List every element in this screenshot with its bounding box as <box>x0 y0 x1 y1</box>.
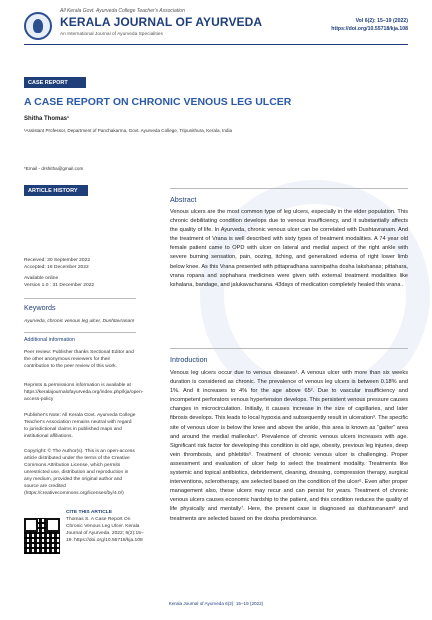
copyright-note: Copyright: © The Author(s). This is an open-access article distributed under the terms of the Creative Commons Attribution License, which permits unrestricted use, distribution and reproduction in any medium, provided the original author and source are credited (https://creativecommons.org/licenses/by/4.0/) <box>24 449 135 496</box>
volume-label: Vol 6(2): 15–19 (2022) <box>355 18 408 24</box>
keywords-heading: Keywords <box>24 303 56 312</box>
keywords-list: Ayurveda, chronic venous leg ulcer, Dushtavranam <box>24 319 135 324</box>
accepted-date: Accepted: 16 December 2022 <box>24 265 89 270</box>
article-title: A CASE REPORT ON CHRONIC VENOUS LEG ULCER <box>24 96 292 108</box>
journal-title: KERALA JOURNAL OF AYURVEDA <box>60 15 263 29</box>
abstract-text: Venous ulcers are the most common type of leg ulcers, especially in the elder population. This chronic debilitating condition develops due to venous insufficiency, and it substantially affects the quality of life. In Ayurveda, chronic venous ulcer can be correlated with Dushtavranam. And the treatment of Vrana is well described with sixty types of treatment modalities. A 74 year old female patient came to OPD with ulcer on lateral and medial aspect of the right ankle with severe burning sensation, pain, oozing, itching, and generalized edema of right lower limb below knee. As this Vrana presented with pittapradhana sannipatha dosha lakshanas; pittahara, vrana ropana and sophahara medicines were given with external treatment modalities like kshalana, bandage, and jalukavacharana. 43days of medication completely healed this vrana . <box>170 209 408 288</box>
additional-info-heading: Additional information <box>24 337 75 343</box>
sidebar-divider <box>24 298 136 299</box>
reprints-note[interactable]: Reprints & permissions information is available at https://keralajournalofayurveda.org/index.php/kja/open-access-policy <box>24 383 144 402</box>
journal-tagline: An International Journal of Ayurveda Specialities <box>60 32 163 37</box>
qr-code-icon[interactable] <box>24 518 60 554</box>
received-date: Received: 30 September 2022 <box>24 258 91 263</box>
journal-header <box>0 0 432 64</box>
available-online: Available online <box>24 276 59 281</box>
affiliation: ¹Assistant Professor, Department of Panchakarma, Govt. Ayurveda College, Tripunithura, Kerala, India <box>24 128 233 133</box>
publisher-note: Publisher's Note: All Kerala Govt. Ayurveda College Teacher's Association remains neutral with regard to jurisdictional claims in published maps and institutional affiliations. <box>24 413 136 439</box>
version-date: Version 1.0 : 31 December 2022 <box>24 283 95 288</box>
doi-link[interactable]: https://doi.org/10.55718/kja.108 <box>331 26 408 32</box>
introduction-divider <box>170 348 408 349</box>
abstract-divider <box>170 188 408 189</box>
page-footer: Kerala Journal of Ayurveda 6(2): 15–19 (2022) <box>168 601 264 606</box>
introduction-heading: Introduction <box>170 355 208 364</box>
article-history-badge: ARTICLE HISTORY <box>24 185 88 196</box>
introduction-text: Venous leg ulcers occur due to venous diseases¹. A venous ulcer with more than six weeks duration is considered as chronic. The prevalence of venous leg ulcers is between 0.18% and 1%. And it increases to 4% for the age above 65². Due to vascular insufficiency and incompetent perforators venous hypertension develops. This persistent venous pressure causes changes in microcirculation. Initially, it causes increase in the size of capillaries, and later fibrosis develops. This leads to local hypoxia and subsequently result in ulceration³. The specific site of venous ulcer is below the knee and above the ankle, this area is known as “gaiter” area and around the medial malleolus⁴. Prevalence of chronic venous ulcers increases with age. Significant risk factor for developing this condition is old age, obesity, previous leg injuries, deep vein thrombosis, and phlebitis⁵. Treatment of chronic venous ulcer is challenging. Proper assessment and evaluation of ulcer help to select the treatment modality. Treatments like systemic and topical antibiotics, debridement, cleaning, dressing, compression therapy, surgical interventions, sclerotherapy, are selected based on the condition of the ulcer⁶. Even after proper management also, these ulcers may recur and can persist for years. Treatment of chronic venous ulcers causes economic hardship to the patient, and this condition reduces the quality of life physically and mentally⁷. Here, the present case is diagnosed as dushtavranam⁸ and treatments are selected based on the dosha predominance. <box>170 370 408 522</box>
citation-block <box>66 509 146 544</box>
peer-review-note: Peer review: Publisher thanks Sectional Editor and the other anonymous reviewers for their contribution to the peer review of this work. <box>24 350 134 369</box>
volume-info <box>331 17 408 33</box>
cite-heading: CITE THIS ARTICLE <box>66 510 113 515</box>
corresponding-email[interactable]: *Email - drshitha@gmail.com <box>24 166 84 171</box>
sidebar-divider <box>24 332 136 333</box>
association-name: All Kerala Govt. Ayurveda College Teacher's Association <box>60 8 185 14</box>
cite-text: Thomas S. A Case Report On Chronic Venous Leg Ulcer. Kerala Journal of Ayurveda. 2022; 6(2):15–19. https://doi.org/10.55718/kja.108 <box>66 517 144 543</box>
abstract-heading: Abstract <box>170 195 197 204</box>
history-dates <box>24 257 136 289</box>
journal-logo-icon <box>24 12 52 40</box>
author-line: Shitha Thomas¹ <box>24 116 70 122</box>
article-type-badge: CASE REPORT <box>24 77 86 88</box>
header-divider <box>24 44 408 45</box>
